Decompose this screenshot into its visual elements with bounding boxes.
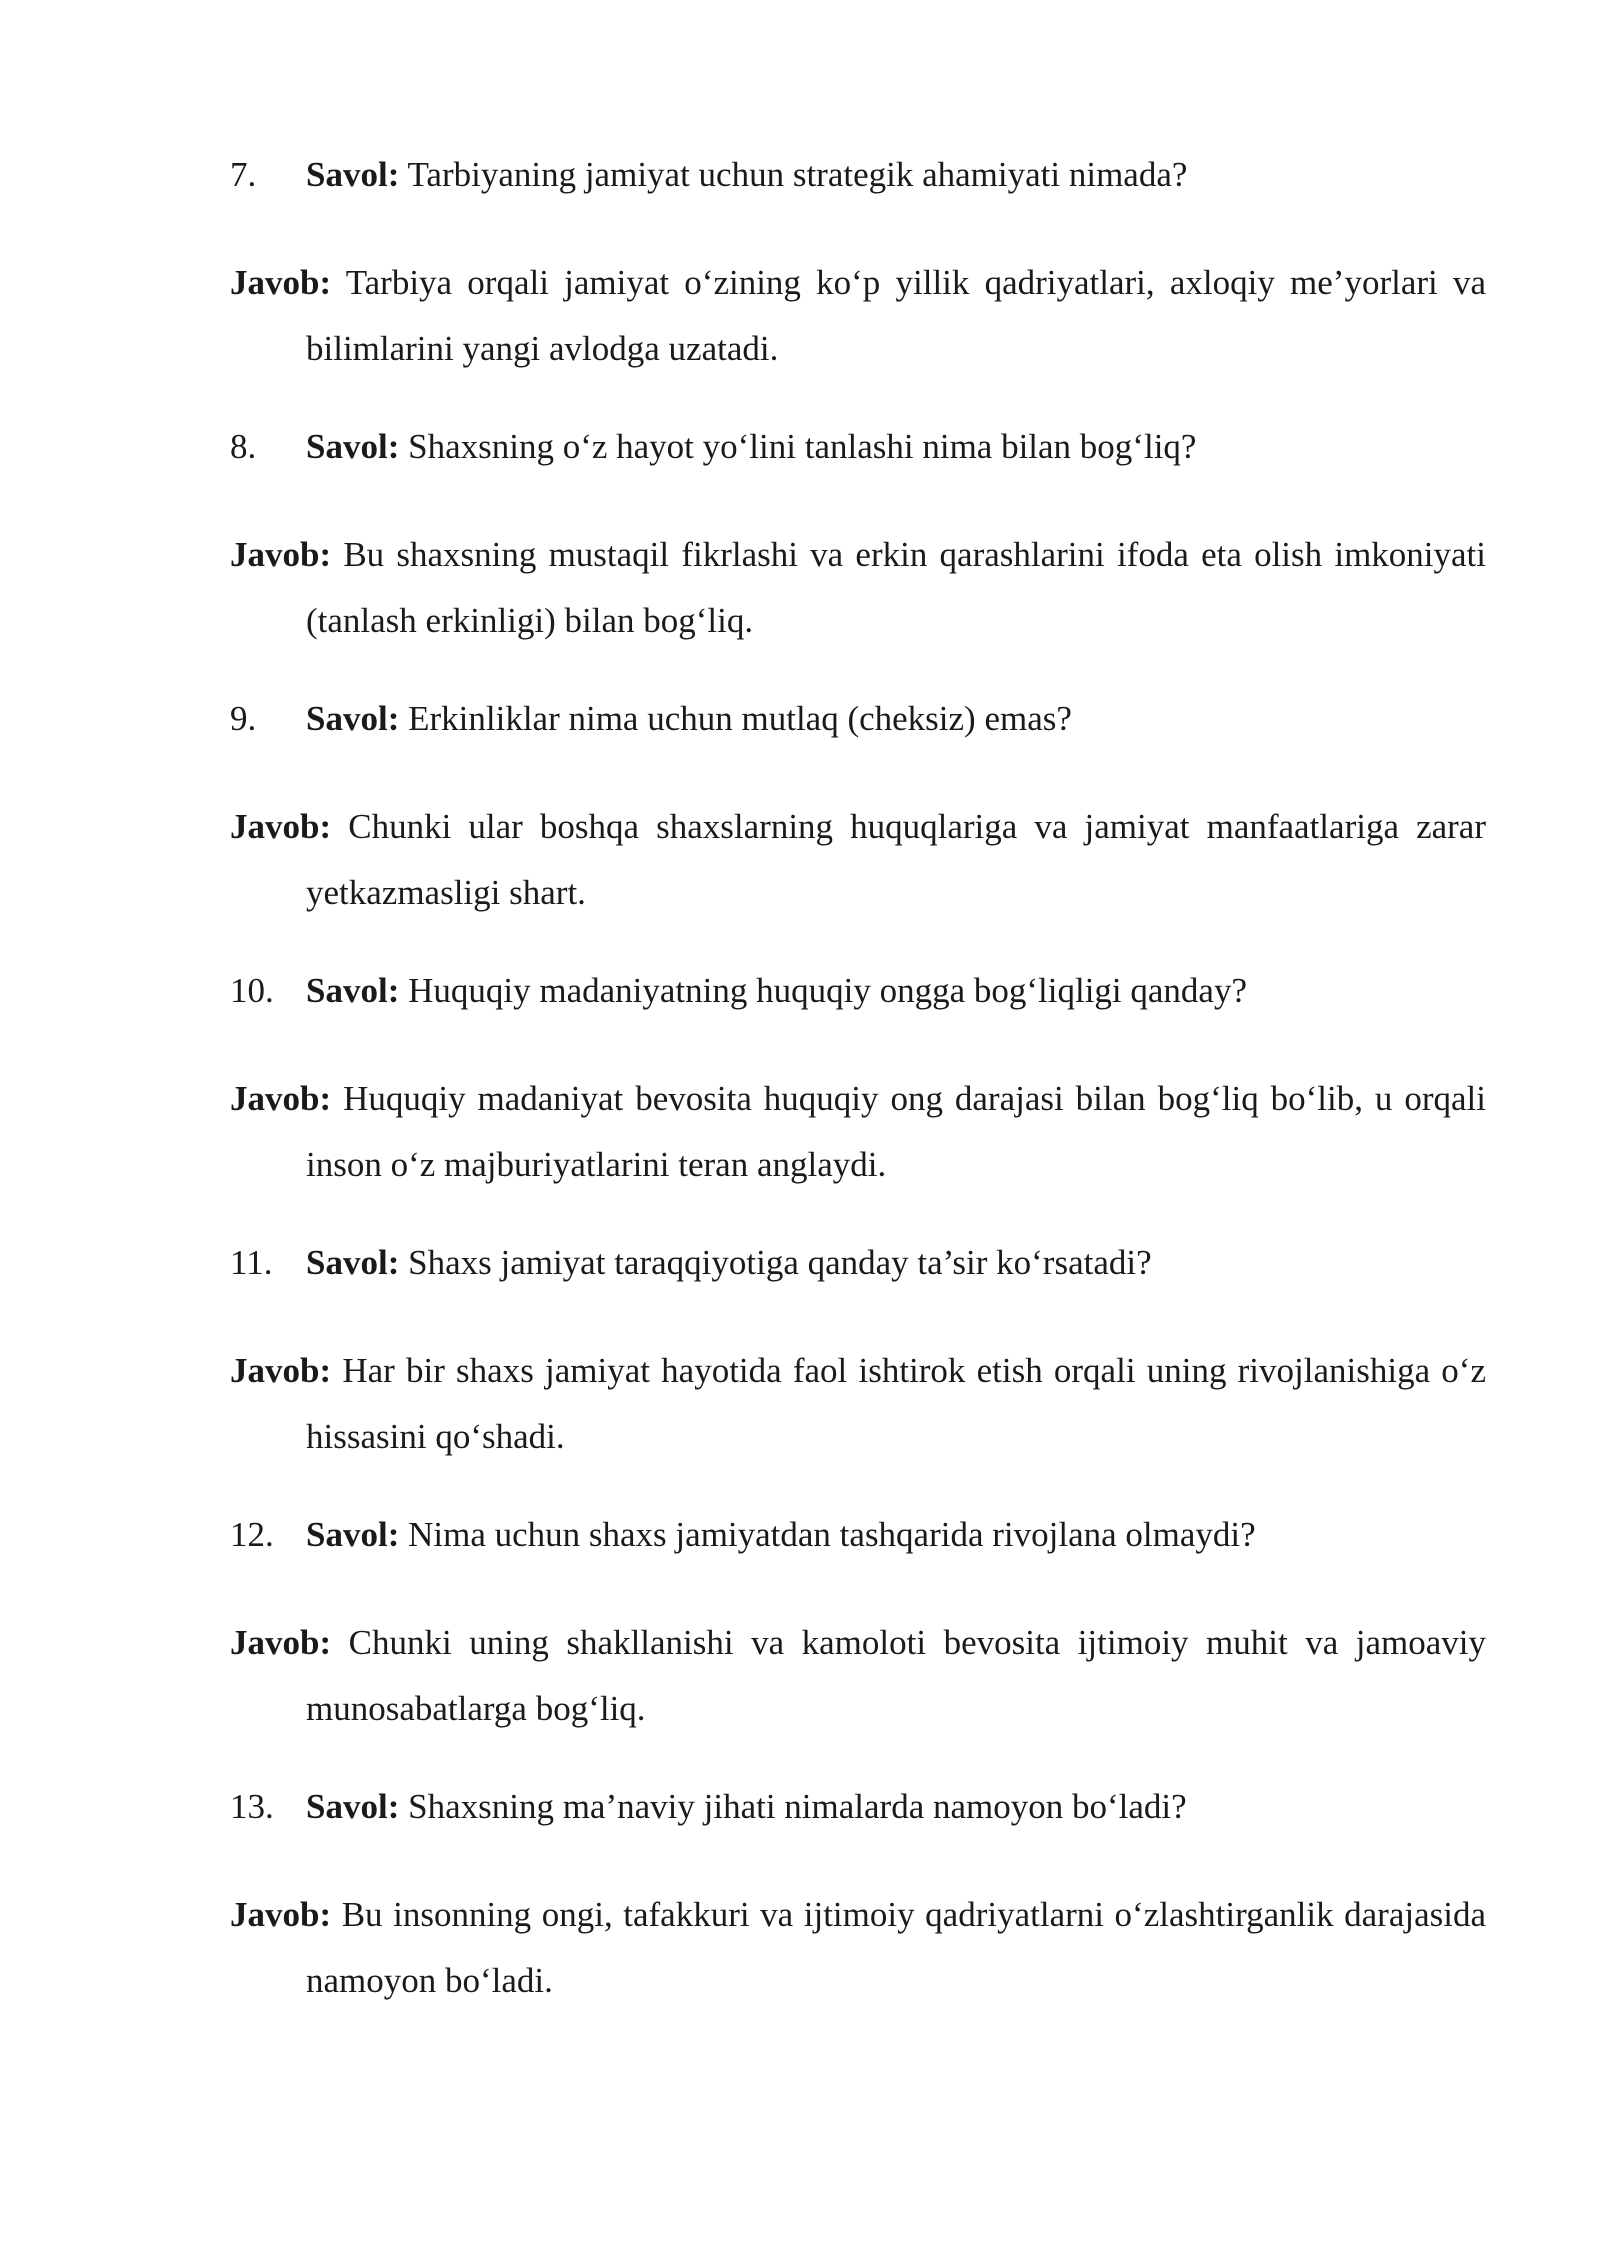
qa-item xyxy=(230,692,1486,926)
question xyxy=(230,692,1486,746)
qa-item xyxy=(230,148,1486,382)
question xyxy=(230,420,1486,474)
qa-item xyxy=(230,1780,1486,2014)
savol-label: Savol: xyxy=(306,1243,400,1282)
question-text: Erkinliklar nima uchun mutlaq (cheksiz) emas? xyxy=(399,699,1072,738)
question-number: 10. xyxy=(230,971,274,1010)
question xyxy=(230,964,1486,1018)
savol-label: Savol: xyxy=(306,1515,400,1554)
savol-label: Savol: xyxy=(306,155,400,194)
question-text: Shaxs jamiyat taraqqiyotiga qanday ta’sir ko‘rsatadi? xyxy=(399,1243,1152,1282)
answer-text: Har bir shaxs jamiyat hayotida faol ishtirok etish orqali uning rivojlanishiga o‘z hissasini qo‘shadi. xyxy=(306,1351,1486,1456)
savol-label: Savol: xyxy=(306,427,400,466)
savol-label: Savol: xyxy=(306,971,400,1010)
question xyxy=(230,1236,1486,1290)
answer-text: Chunki ular boshqa shaxslarning huquqlariga va jamiyat manfaatlariga zarar yetkazmasligi shart. xyxy=(306,807,1486,912)
qa-item xyxy=(230,1236,1486,1470)
question xyxy=(230,1780,1486,1834)
answer-text: Chunki uning shakllanishi va kamoloti bevosita ijtimoiy muhit va jamoaviy munosabatlarga bog‘liq. xyxy=(306,1623,1486,1728)
javob-label: Javob: xyxy=(230,1623,332,1662)
question-text: Tarbiyaning jamiyat uchun strategik ahamiyati nimada? xyxy=(399,155,1188,194)
savol-label: Savol: xyxy=(306,1787,400,1826)
question-text: Nima uchun shaxs jamiyatdan tashqarida rivojlana olmaydi? xyxy=(399,1515,1256,1554)
question-text: Huquqiy madaniyatning huquqiy ongga bog‘liqligi qanday? xyxy=(399,971,1247,1010)
javob-label: Javob: xyxy=(230,1079,332,1118)
question-number: 7. xyxy=(230,155,257,194)
javob-label: Javob: xyxy=(230,535,332,574)
answer-text: Bu shaxsning mustaqil fikrlashi va erkin qarashlarini ifoda eta olish imkoniyati (tanlash erkinligi) bilan bog‘liq. xyxy=(306,535,1486,640)
qa-item xyxy=(230,1508,1486,1742)
answer xyxy=(230,1882,1486,2014)
question-number: 13. xyxy=(230,1787,274,1826)
question-text: Shaxsning o‘z hayot yo‘lini tanlashi nima bilan bog‘liq? xyxy=(399,427,1197,466)
answer-text: Tarbiya orqali jamiyat o‘zining ko‘p yillik qadriyatlari, axloqiy me’yorlari va bilimlarini yangi avlodga uzatadi. xyxy=(306,263,1486,368)
answer xyxy=(230,250,1486,382)
question xyxy=(230,1508,1486,1562)
answer xyxy=(230,794,1486,926)
answer xyxy=(230,1066,1486,1198)
javob-label: Javob: xyxy=(230,1351,332,1390)
question-number: 9. xyxy=(230,699,257,738)
qa-item xyxy=(230,420,1486,654)
answer xyxy=(230,1338,1486,1470)
qa-item xyxy=(230,964,1486,1198)
question xyxy=(230,148,1486,202)
question-number: 11. xyxy=(230,1243,273,1282)
question-number: 12. xyxy=(230,1515,274,1554)
answer xyxy=(230,522,1486,654)
answer xyxy=(230,1610,1486,1742)
savol-label: Savol: xyxy=(306,699,400,738)
answer-text: Huquqiy madaniyat bevosita huquqiy ong darajasi bilan bog‘liq bo‘lib, u orqali inson o‘z majburiyatlarini teran anglaydi. xyxy=(306,1079,1486,1184)
question-text: Shaxsning ma’naviy jihati nimalarda namoyon bo‘ladi? xyxy=(399,1787,1187,1826)
javob-label: Javob: xyxy=(230,1895,332,1934)
qa-list xyxy=(230,148,1486,2052)
answer-text: Bu insonning ongi, tafakkuri va ijtimoiy qadriyatlarni o‘zlashtirganlik darajasida namoyon bo‘ladi. xyxy=(306,1895,1486,2000)
question-number: 8. xyxy=(230,427,257,466)
javob-label: Javob: xyxy=(230,263,332,302)
javob-label: Javob: xyxy=(230,807,332,846)
